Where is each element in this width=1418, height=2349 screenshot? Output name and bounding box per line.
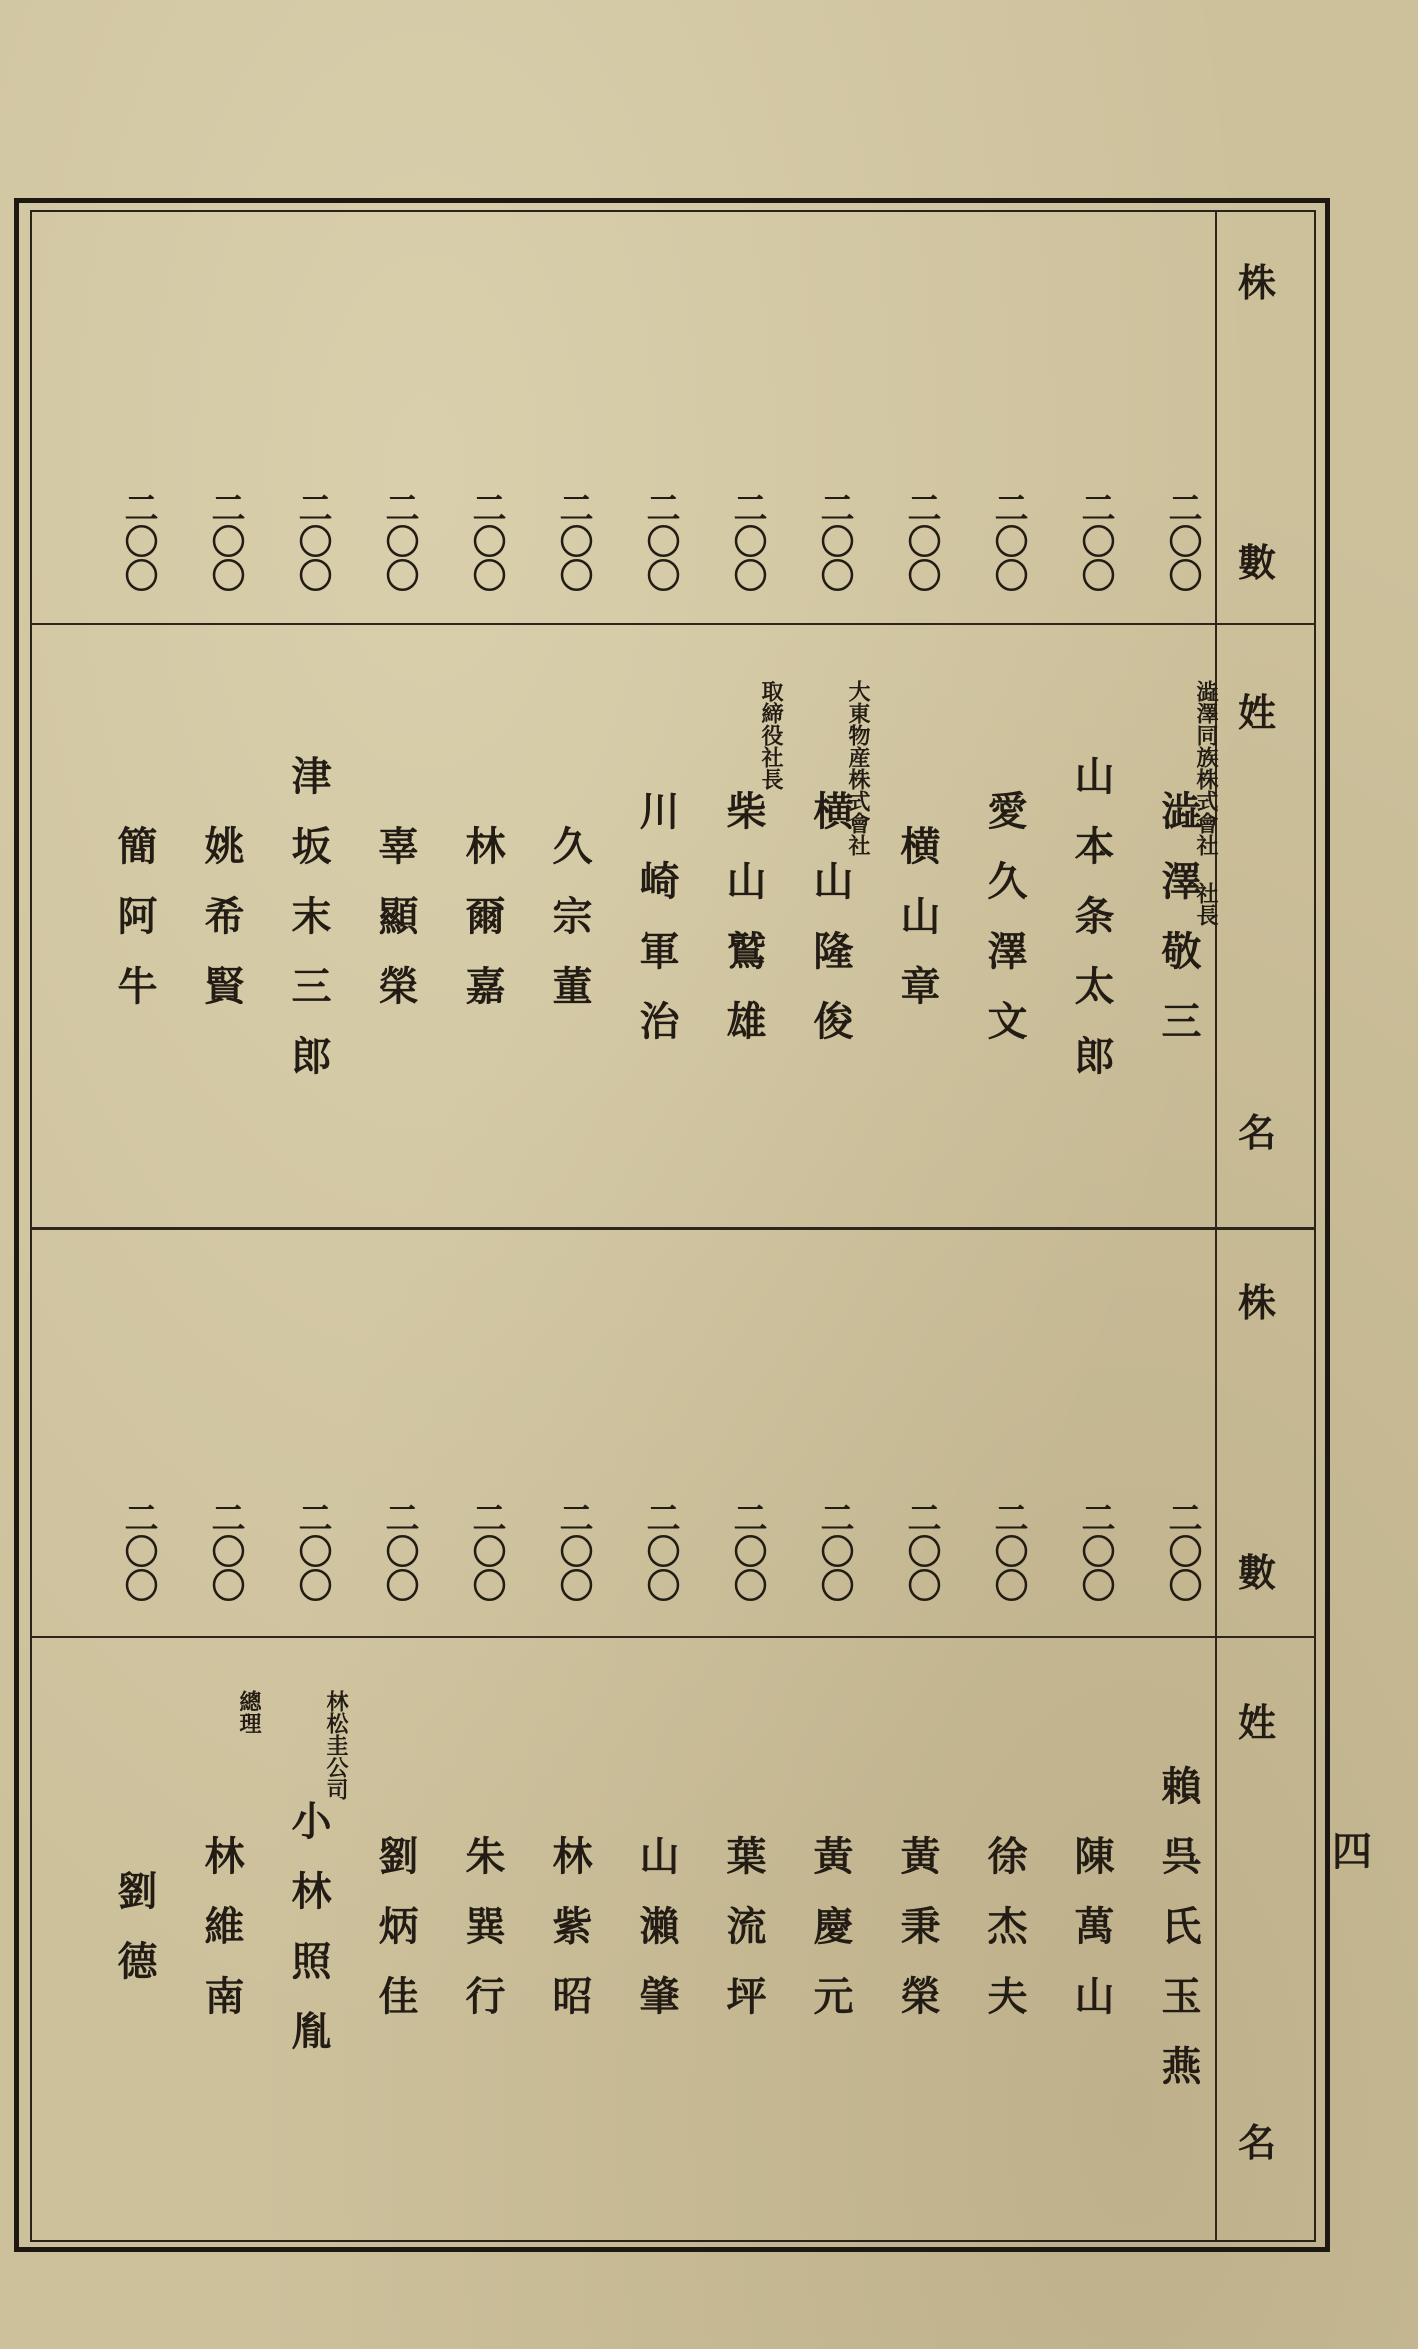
header-given-lower: 名 [1237,2120,1276,2165]
upper-shares-6: 二〇〇 [640,490,680,592]
lower-shares-4: 二〇〇 [814,1500,854,1602]
upper-name-6: 川崎軍治 [633,790,680,1070]
section-divider [30,1227,1316,1230]
upper-name-0: 澁澤敬三 [1155,790,1202,1070]
upper-shares-12: 二〇〇 [118,490,158,592]
lower-shares-12: 二〇〇 [118,1500,158,1602]
header-surname-upper: 姓 [1237,690,1276,735]
upper-shares-2: 二〇〇 [988,490,1028,592]
header-shares2-upper: 數 [1237,540,1276,585]
upper-name-11: 姚希賢 [198,825,245,1035]
lower-name-6: 山瀨肇 [633,1835,680,2045]
lower-shares-8: 二〇〇 [466,1500,506,1602]
upper-name-3: 横山章 [894,825,941,1035]
lower-shares-1: 二〇〇 [1075,1500,1115,1602]
upper-shares-3: 二〇〇 [901,490,941,592]
lower-name-8: 朱巽行 [459,1835,506,2045]
upper-shares-7: 二〇〇 [553,490,593,592]
header-surname-lower: 姓 [1237,1700,1276,1745]
header-column-divider [1215,210,1217,2242]
lower-name-5: 葉流坪 [720,1835,767,2045]
lower-shares-10: 二〇〇 [292,1500,332,1602]
upper-name-7: 久宗董 [546,825,593,1035]
upper-shares-8: 二〇〇 [466,490,506,592]
upper-note-5: 取締役社長 [758,680,784,790]
upper-name-5: 柴山鷲雄 [720,790,767,1070]
header-shares2-lower: 數 [1237,1550,1276,1595]
upper-row-divider [30,623,1316,625]
upper-name-8: 林爾嘉 [459,825,506,1035]
upper-shares-4: 二〇〇 [814,490,854,592]
lower-row-divider [30,1636,1316,1638]
lower-name-0: 賴呉氏玉燕 [1155,1765,1202,2115]
lower-name-1: 陳萬山 [1068,1835,1115,2045]
upper-shares-0: 二〇〇 [1162,490,1202,592]
upper-name-2: 愛久澤文 [981,790,1028,1070]
upper-note-4: 大東物産株式會社 [845,680,871,856]
lower-name-7: 林紫昭 [546,1835,593,2045]
upper-shares-5: 二〇〇 [727,490,767,592]
lower-name-3: 黃秉榮 [894,1835,941,2045]
upper-shares-10: 二〇〇 [292,490,332,592]
lower-shares-6: 二〇〇 [640,1500,680,1602]
page-number: 四 [1332,1828,1372,1875]
lower-shares-2: 二〇〇 [988,1500,1028,1602]
lower-note-10: 林松圭公司 [323,1690,349,1800]
upper-name-12: 簡阿牛 [111,825,158,1035]
lower-note-11: 總理 [236,1690,262,1734]
header-given-upper: 名 [1237,1110,1276,1155]
lower-shares-3: 二〇〇 [901,1500,941,1602]
lower-name-9: 劉炳佳 [372,1835,419,2045]
lower-shares-7: 二〇〇 [553,1500,593,1602]
upper-shares-1: 二〇〇 [1075,490,1115,592]
lower-name-4: 黃慶元 [807,1835,854,2045]
lower-shares-9: 二〇〇 [379,1500,419,1602]
lower-name-11: 林維南 [198,1835,245,2045]
upper-note-0: 澁澤同族株式會社 社長 [1193,680,1219,926]
header-shares-lower: 株 [1237,1280,1276,1325]
lower-name-10: 小林照胤 [285,1800,332,2080]
lower-name-12: 劉德 [111,1870,158,2010]
lower-shares-5: 二〇〇 [727,1500,767,1602]
upper-name-4: 横山隆俊 [807,790,854,1070]
lower-name-2: 徐杰夫 [981,1835,1028,2045]
upper-shares-9: 二〇〇 [379,490,419,592]
upper-name-10: 津坂末三郎 [285,755,332,1105]
upper-shares-11: 二〇〇 [205,490,245,592]
lower-shares-0: 二〇〇 [1162,1500,1202,1602]
lower-shares-11: 二〇〇 [205,1500,245,1602]
header-shares-upper: 株 [1237,260,1276,305]
upper-name-9: 辜顯榮 [372,825,419,1035]
upper-name-1: 山本条太郎 [1068,755,1115,1105]
